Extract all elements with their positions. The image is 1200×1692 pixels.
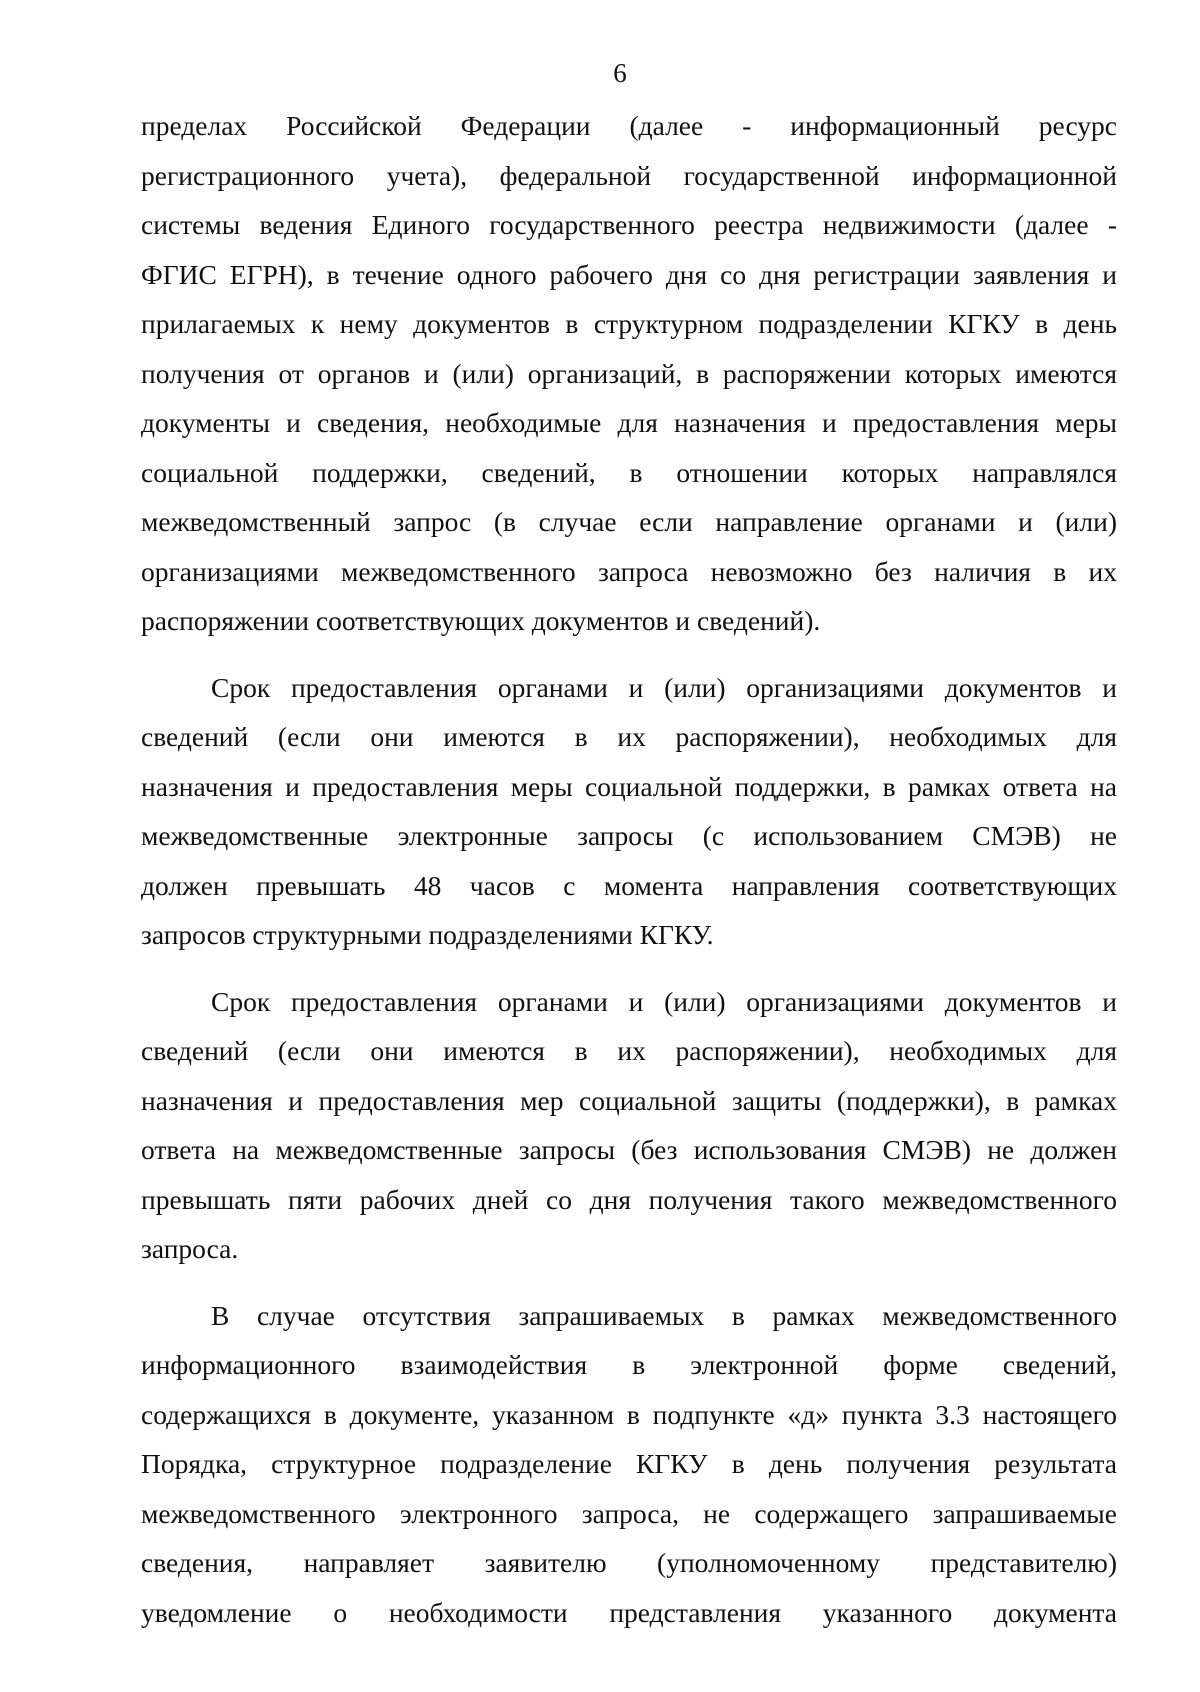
paragraph-line: документы и сведения, необходимые для назначения и предоставления меры [141, 407, 1117, 438]
paragraph-line: уведомление о необходимости представления указанного документа [141, 1596, 1117, 1628]
paragraph-line: регистрационного учета), федеральной государственной информационной [141, 159, 1117, 191]
paragraph-line: В случае отсутствия запрашиваемых в рамках межведомственного [211, 1299, 1117, 1331]
paragraph-line: социальной поддержки, сведений, в отношении которых направлялся [141, 456, 1117, 488]
paragraph-line: содержащихся в документе, указанном в подпункте «д» пункта 3.3 настоящего [141, 1398, 1117, 1430]
paragraph-line: Срок предоставления органами и (или) организациями документов и [211, 671, 1117, 703]
paragraph [141, 663, 1117, 960]
paragraph-line: системы ведения Единого государственного реестра недвижимости (далее - [141, 209, 1117, 240]
paragraph-line: ответа на межведомственные запросы (без использования СМЭВ) не должен [141, 1134, 1117, 1165]
paragraph-line: межведомственный запрос (в случае если направление органами и (или) [141, 506, 1117, 537]
page-number: 6 [613, 58, 627, 88]
paragraph-line: Срок предоставления органами и (или) организациями документов и [211, 985, 1117, 1017]
paragraph-line: назначения и предоставления мер социальной защиты (поддержки), в рамках [141, 1084, 1117, 1116]
paragraph-line: запроса. [141, 1233, 239, 1264]
paragraph-line: межведомственного электронного запроса, не содержащего запрашиваемые [141, 1497, 1117, 1529]
paragraph-line: назначения и предоставления меры социальной поддержки, в рамках ответа на [141, 770, 1117, 802]
paragraph-line: получения от органов и (или) организаций, в распоряжении которых имеются [141, 357, 1117, 389]
paragraph-line: организациями межведомственного запроса невозможно без наличия в их [141, 555, 1117, 587]
paragraph [141, 1291, 1117, 1638]
paragraph [141, 977, 1117, 1274]
paragraph-line: запросов структурными подразделениями КГКУ. [141, 919, 714, 950]
paragraph-line: информационного взаимодействия в электронной форме сведений, [141, 1349, 1117, 1380]
paragraph-line: распоряжении соответствующих документов и сведений). [141, 605, 821, 636]
paragraph-line: сведений (если они имеются в их распоряжении), необходимых для [141, 721, 1117, 752]
paragraph-line: межведомственные электронные запросы (с использованием СМЭВ) не [141, 820, 1117, 851]
paragraph-line: прилагаемых к нему документов в структурном подразделении КГКУ в день [141, 308, 1117, 339]
paragraph-line: сведения, направляет заявителю (уполномоченному представителю) [141, 1547, 1117, 1578]
document-body [141, 101, 1117, 1637]
paragraph-line: Порядка, структурное подразделение КГКУ в день получения результата [141, 1448, 1117, 1479]
paragraph-line: ФГИС ЕГРН), в течение одного рабочего дня со дня регистрации заявления и [141, 258, 1117, 290]
paragraph-line: превышать пяти рабочих дней со дня получения такого межведомственного [141, 1183, 1117, 1215]
paragraph-line: сведений (если они имеются в их распоряжении), необходимых для [141, 1035, 1117, 1066]
paragraph [141, 101, 1117, 646]
paragraph-line: пределах Российской Федерации (далее - информационный ресурс [141, 110, 1117, 141]
paragraph-line: должен превышать 48 часов с момента направления соответствующих [141, 869, 1117, 901]
